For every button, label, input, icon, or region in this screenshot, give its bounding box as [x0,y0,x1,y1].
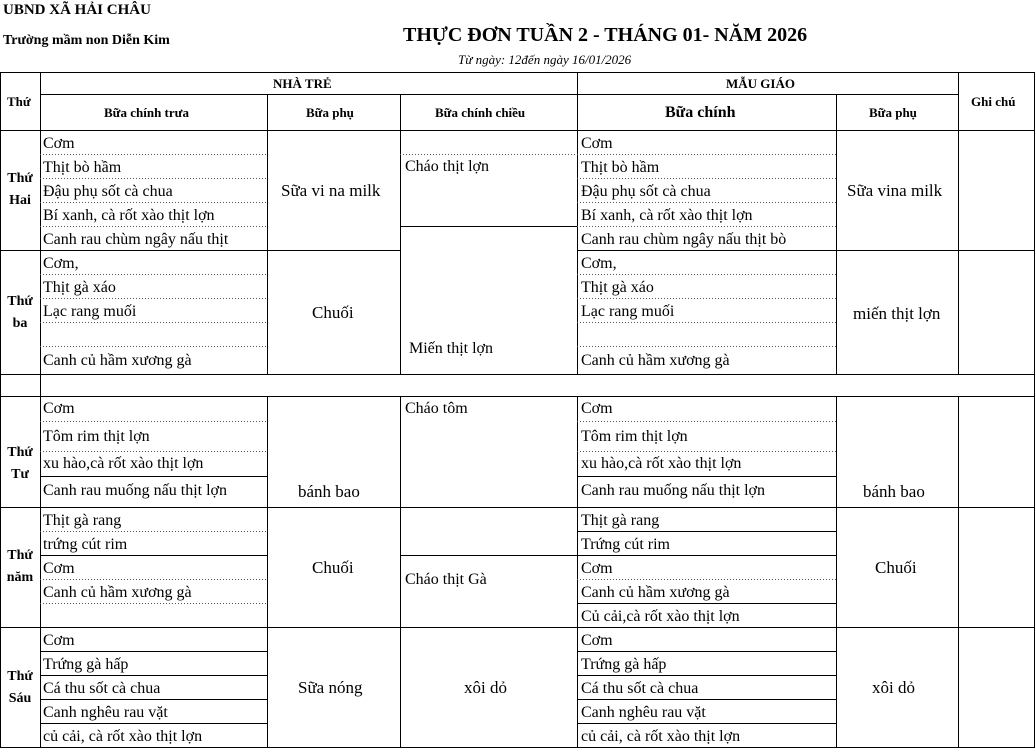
day-label-wednesday: Thứ Tư [7,445,33,482]
thursday-nt-dish: Canh củ hầm xương gà [43,584,192,601]
monday-nt-afternoon: Cháo thịt lợn [405,158,490,175]
friday-nt-dish: Canh nghêu rau vặt [43,704,168,721]
monday-mg-snack: Sữa vina milk [847,181,943,200]
wednesday-nt-dish: Cơm [43,400,75,417]
monday-mg-dish: Canh rau chùm ngây nấu thịt bò [581,231,787,248]
header-day: Thứ [7,94,31,109]
monday-nt-dish: Cơm [43,135,75,152]
thursday-mg-snack: Chuối [875,558,917,577]
friday-nt-dish: củ cải, cà rốt xào thịt lợn [43,728,203,745]
tuesday-mg-dish: Canh củ hầm xương gà [581,352,730,369]
friday-nt-dish: Cá thu sốt cà chua [43,680,161,697]
header-mau-giao: MẪU GIÁO [726,76,795,91]
wednesday-mg-snack: bánh bao [863,482,925,501]
tuesday-nt-dish: Cơm, [43,255,79,272]
thursday-mg-dish: Thịt gà rang [581,512,660,529]
friday-nt-dish: Trứng gà hấp [43,656,129,673]
friday-mg-dish: Cá thu sốt cà chua [581,680,699,697]
thursday-nt-afternoon: Cháo thịt Gà [405,571,487,588]
thursday-mg-dish: Trứng cút rim [581,536,670,553]
day-label-friday: Thứ Sáu [7,669,33,706]
wednesday-nt-dish: Tôm rim thịt lợn [43,428,150,445]
tuesday-nt-dish: Canh củ hầm xương gà [43,352,192,369]
school-name: Trường mầm non Diễn Kim [3,33,170,48]
header-nha-tre: NHÀ TRẺ [273,76,332,91]
tuesday-mg-dish: Cơm, [581,255,617,272]
friday-nt-afternoon: xôi dỏ [464,678,507,697]
header-nt-snack: Bữa phụ [306,105,354,120]
friday-mg-dish: Trứng gà hấp [581,656,667,673]
monday-mg-dish: Đậu phụ sốt cà chua [581,183,711,200]
header-mg-main: Bữa chính [665,104,736,121]
tuesday-nt-snack: Chuối [312,303,354,322]
friday-mg-snack: xôi dỏ [872,678,915,697]
monday-nt-dish: Đậu phụ sốt cà chua [43,183,173,200]
tuesday-nt-dish: Lạc rang muối [43,303,137,320]
day-label-tuesday: Thứ ba [7,294,33,331]
wednesday-nt-afternoon: Cháo tôm [405,400,468,417]
header-mg-snack: Bữa phụ [869,105,917,120]
page-title: THỰC ĐƠN TUẦN 2 - THÁNG 01- NĂM 2026 [403,24,808,46]
friday-nt-snack: Sữa nóng [298,678,363,697]
thursday-mg-dish: Củ cải,cà rốt xào thịt lợn [581,608,740,625]
organization-name: UBND XÃ HẢI CHÂU [3,2,151,18]
day-label-thursday: Thứ năm [6,548,34,585]
monday-nt-dish: Canh rau chùm ngây nấu thịt [43,231,229,248]
wednesday-nt-dish: Canh rau muống nấu thịt lợn [43,482,227,499]
wednesday-mg-dish: Cơm [581,400,613,417]
header-nt-lunch: Bữa chính trưa [104,105,189,120]
friday-mg-dish: củ cải, cà rốt xào thịt lợn [581,728,741,745]
friday-mg-dish: Canh nghêu rau vặt [581,704,706,721]
monday-mg-dish: Bí xanh, cà rốt xào thịt lợn [581,207,753,224]
friday-mg-dish: Cơm [581,632,613,649]
day-label-monday: Thứ Hai [7,171,33,208]
monday-mg-dish: Thịt bò hầm [581,159,660,176]
monday-mg-dish: Cơm [581,135,613,152]
thursday-nt-dish: Thịt gà rang [43,512,122,529]
wednesday-mg-dish: Canh rau muống nấu thịt lợn [581,482,765,499]
wednesday-nt-dish: xu hào,cà rốt xào thịt lợn [43,455,204,472]
thursday-nt-dish: Cơm [43,560,75,577]
tuesday-mg-dish: Thịt gà xáo [581,279,654,296]
thursday-mg-dish: Canh củ hầm xương gà [581,584,730,601]
tuesday-nt-afternoon: Miến thịt lợn [409,340,494,357]
wednesday-mg-dish: xu hào,cà rốt xào thịt lợn [581,455,742,472]
thursday-nt-snack: Chuối [312,558,354,577]
wednesday-mg-dish: Tôm rim thịt lợn [581,428,688,445]
thursday-mg-dish: Cơm [581,560,613,577]
tuesday-nt-dish: Thịt gà xáo [43,279,116,296]
monday-nt-snack: Sữa vi na milk [281,181,381,200]
date-range: Từ ngày: 12đến ngày 16/01/2026 [458,52,632,67]
monday-nt-dish: Thịt bò hầm [43,159,122,176]
tuesday-mg-snack: miến thịt lợn [853,304,941,323]
monday-nt-dish: Bí xanh, cà rốt xào thịt lợn [43,207,215,224]
thursday-nt-dish: trứng cút rim [43,536,128,553]
wednesday-nt-snack: bánh bao [298,482,360,501]
header-nt-afternoon: Bữa chính chiều [435,105,526,120]
tuesday-mg-dish: Lạc rang muối [581,303,675,320]
header-notes: Ghi chú [971,94,1016,109]
friday-nt-dish: Cơm [43,632,75,649]
